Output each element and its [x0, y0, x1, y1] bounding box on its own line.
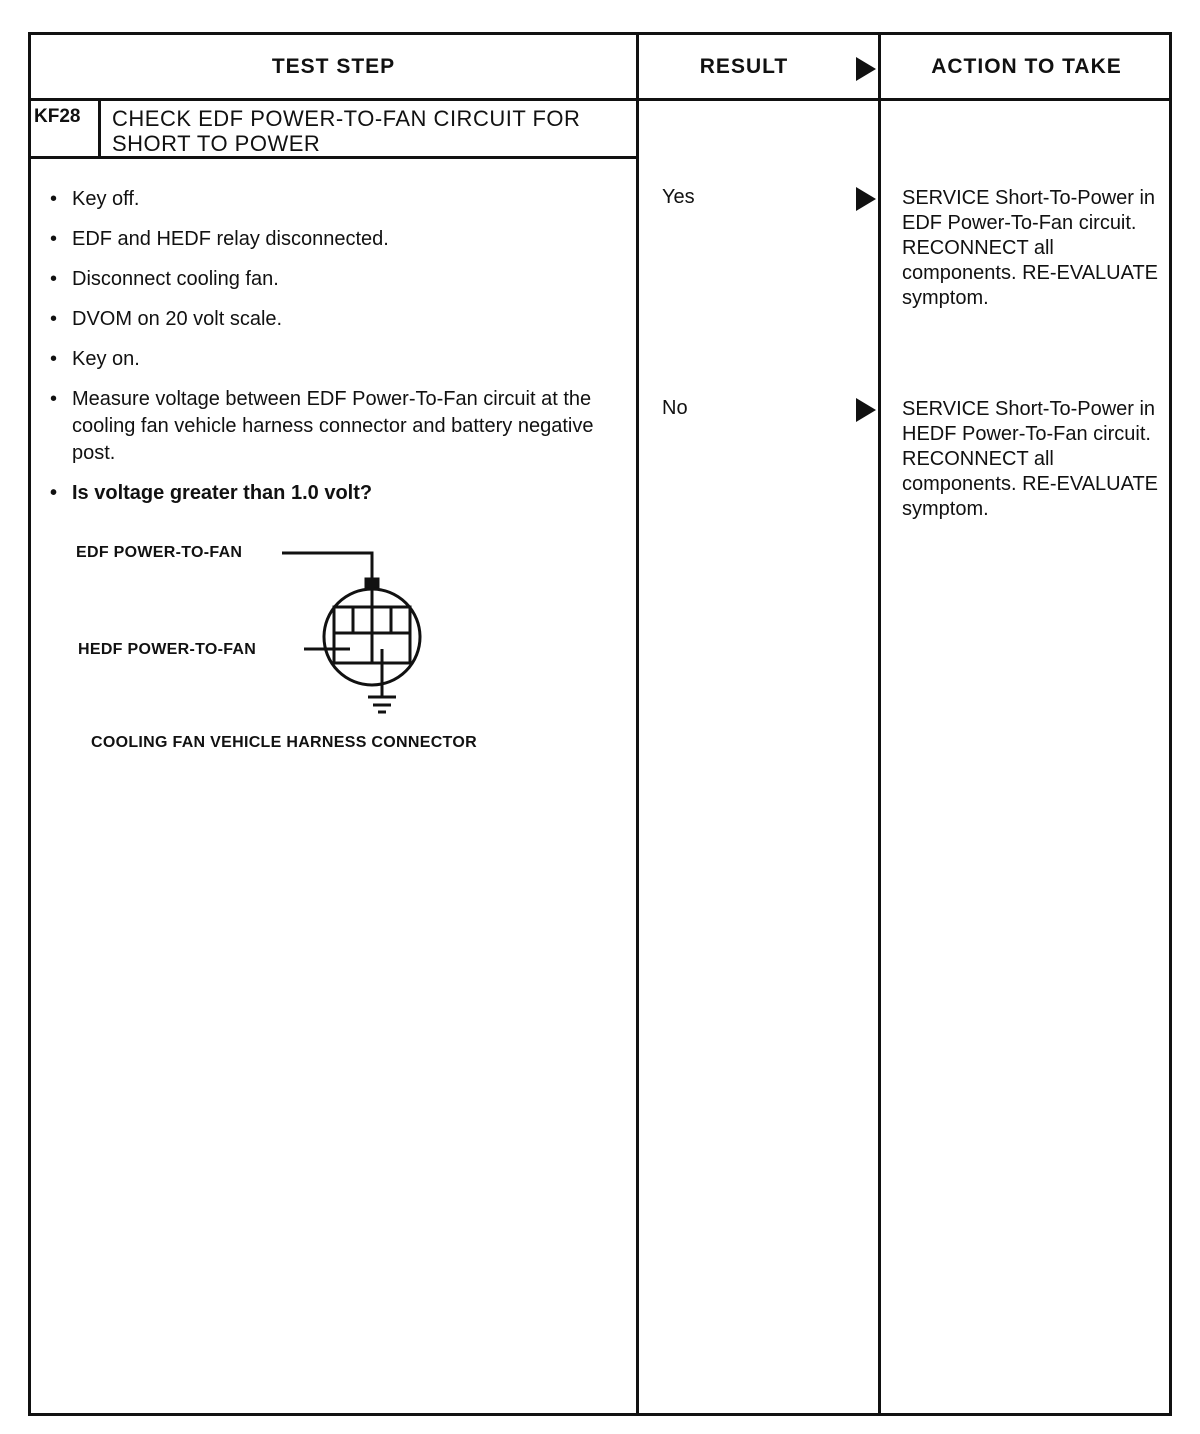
- bullet-item: • DVOM on 20 volt scale.: [48, 306, 618, 333]
- diagram-label-hedf: HEDF POWER-TO-FAN: [78, 641, 257, 658]
- header-action: ACTION TO TAKE: [931, 55, 1122, 78]
- bullet-item: • Measure voltage between EDF Power-To-Fan circuit at the cooling fan vehicle harness connector and battery negative post.: [48, 386, 618, 467]
- step-bullet-list: [48, 186, 618, 520]
- bullet-item: • Disconnect cooling fan.: [48, 266, 618, 293]
- result-no: No: [662, 397, 688, 419]
- bullet-item: • Key off.: [48, 186, 618, 213]
- action-yes: SERVICE Short-To-Power in EDF Power-To-Fan circuit. RECONNECT all components. RE-EVALUATE symptom.: [902, 187, 1159, 309]
- header-result: RESULT: [699, 55, 789, 78]
- action-no: SERVICE Short-To-Power in HEDF Power-To-Fan circuit. RECONNECT all components. RE-EVALUATE symptom.: [902, 398, 1159, 520]
- diagram-caption: COOLING FAN VEHICLE HARNESS CONNECTOR: [91, 734, 477, 751]
- step-title: CHECK EDF POWER-TO-FAN CIRCUIT FOR SHORT TO POWER: [112, 106, 581, 156]
- bullet-item: • EDF and HEDF relay disconnected.: [48, 226, 618, 253]
- bullet-item: • Key on.: [48, 346, 618, 373]
- step-id: KF28: [34, 106, 81, 127]
- result-yes-arrow-icon: [856, 187, 876, 211]
- column-divider-2: [878, 32, 881, 1416]
- header-arrow-icon: [856, 57, 876, 81]
- diagram-label-edf: EDF POWER-TO-FAN: [76, 544, 243, 561]
- connector-diagram: [280, 545, 480, 725]
- step-box-divider: [28, 156, 638, 159]
- column-divider-1: [636, 32, 639, 1416]
- bullet-question: • Is voltage greater than 1.0 volt?: [48, 480, 618, 507]
- result-no-arrow-icon: [856, 398, 876, 422]
- step-id-divider: [98, 98, 101, 158]
- header-test-step: TEST STEP: [271, 55, 396, 78]
- result-yes: Yes: [662, 186, 695, 208]
